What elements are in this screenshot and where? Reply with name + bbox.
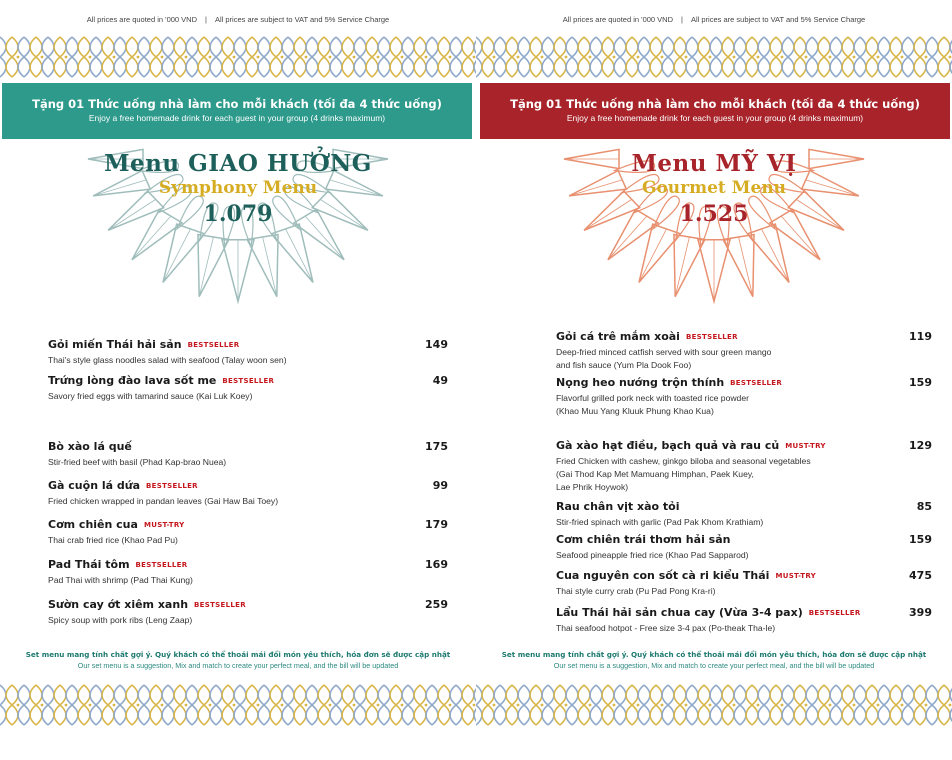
decorative-pattern-bottom [476,681,952,729]
item-price: 129 [909,439,932,452]
menu-price: 1.525 [679,201,749,227]
item-badge: BESTSELLER [187,341,240,349]
item-name: Gỏi cá trê mắm xoài [556,330,680,343]
item-description: Savory fried eggs with tamarind sauce (Kai Luk Koey) [48,391,253,401]
item-name: Rau chân vịt xào tỏi [556,500,680,513]
item-badge: BESTSELLER [135,561,188,569]
item-price: 99 [432,479,448,492]
decorative-pattern-top [476,33,952,81]
item-price: 159 [909,533,932,546]
set-menu-note [476,650,952,670]
menu-subtitle: Symphony Menu [158,178,318,198]
menu-item [556,500,932,529]
item-description: Seafood pineapple fried rice (Khao Pad Sapparod) [556,550,749,560]
item-description: Thai style curry crab (Pu Pad Pong Kra-ri) [556,586,716,596]
item-price: 259 [425,598,448,611]
item-price: 175 [425,440,448,453]
item-name: Cơm chiên cua [48,518,138,531]
item-name: Lẩu Thái hải sản chua cay (Vừa 3-4 pax) [556,606,803,619]
item-description: Thai's style glass noodles salad with seafood (Talay woon sen) [48,355,287,365]
item-badge: BESTSELLER [222,377,275,385]
item-description: Fried Chicken with cashew, ginkgo biloba and seasonal vegetables [556,456,811,466]
free-drink-banner [2,83,472,139]
item-price: 179 [425,518,448,531]
menu-title-block [476,150,952,227]
item-price: 119 [909,330,932,343]
price-note-separator: | [205,15,207,24]
menu-item [48,374,448,403]
item-price: 475 [909,569,932,582]
price-note-vat: All prices are subject to VAT and 5% Service Charge [214,15,390,24]
set-menu-note [0,650,476,670]
item-badge: BESTSELLER [730,379,783,387]
menu-price: 1.079 [203,201,273,227]
menu-title: Menu MỸ VỊ [631,150,797,177]
menu-item [48,518,448,547]
set-menu-note-vietnamese: Set menu mang tính chất gợi ý. Quý khách có thể thoải mái đổi món yêu thích, hóa đơn sẽ được cập nhật [25,650,451,659]
item-name: Sườn cay ớt xiêm xanh [48,598,189,611]
menu-item [48,440,448,469]
menu-title: Menu GIAO HƯỞNG [104,150,372,177]
price-note-vat: All prices are subject to VAT and 5% Service Charge [690,15,866,24]
menu-subtitle: Gourmet Menu [641,178,787,198]
menu-item [48,558,448,587]
decorative-pattern-bottom [0,681,476,729]
menu-item [556,330,932,372]
set-menu-note-vietnamese: Set menu mang tính chất gợi ý. Quý khách có thể thoải mái đổi món yêu thích, hóa đơn sẽ được cập nhật [501,650,927,659]
menu-item [556,439,932,494]
free-drink-banner [480,83,950,139]
item-description: Lae Phrik Hoywok) [556,482,629,492]
item-name: Bò xào lá quế [48,440,132,453]
item-price: 159 [909,376,932,389]
set-menu-note-english: Our set menu is a suggestion, Mix and match to create your perfect meal, and the bill will be updated [77,661,399,670]
item-description: (Khao Muu Yang Kluuk Phung Khao Kua) [556,406,714,416]
decorative-pattern-top [0,33,476,81]
menu-item [48,598,448,627]
item-price: 85 [916,500,932,513]
item-name: Gà cuộn lá dứa [48,479,141,492]
item-description: Deep-fried minced catfish served with sour green mango [556,347,772,357]
banner-vietnamese: Tặng 01 Thức uống nhà làm cho mỗi khách (tối đa 4 thức uống) [510,97,920,111]
item-price: 49 [432,374,448,387]
menu-page-gourmet [476,0,952,760]
item-name: Cua nguyên con sốt cà ri kiểu Thái [556,569,770,582]
item-description: Fried chicken wrapped in pandan leaves (Gai Haw Bai Toey) [48,496,279,506]
menu-title-block [0,150,476,227]
item-description: Thai crab fried rice (Khao Pad Pu) [48,535,178,545]
item-badge: BESTSELLER [194,601,246,609]
menu-item [48,338,448,367]
item-badge: BESTSELLER [685,333,738,341]
price-note-currency: All prices are quoted in '000 VND [562,15,674,24]
item-badge: MUST-TRY [775,572,817,580]
item-price: 399 [909,606,932,619]
item-description: and fish sauce (Yum Pla Dook Foo) [556,360,692,370]
price-note-currency: All prices are quoted in '000 VND [86,15,198,24]
item-badge: MUST-TRY [785,442,826,450]
item-description: (Gai Thod Kap Met Mamuang Himphan, Paek Kuey, [556,469,754,479]
item-badge: MUST-TRY [143,521,185,529]
item-description: Stir-fried beef with basil (Phad Kap-brao Nuea) [48,457,227,467]
item-description: Pad Thai with shrimp (Pad Thai Kung) [48,575,193,585]
price-note [0,15,476,24]
set-menu-note-english: Our set menu is a suggestion, Mix and match to create your perfect meal, and the bill will be updated [553,661,875,670]
item-badge: BESTSELLER [146,482,198,490]
item-name: Cơm chiên trái thơm hải sản [556,533,731,546]
item-name: Gỏi miến Thái hải sản [48,338,182,351]
menu-item [556,569,932,598]
banner-english: Enjoy a free homemade drink for each guest in your group (4 drinks maximum) [88,113,386,123]
item-name: Gà xào hạt điều, bạch quả và rau củ [556,439,780,452]
item-name: Trứng lòng đào lava sốt me [48,374,217,387]
item-badge: BESTSELLER [808,609,861,617]
price-note [476,15,952,24]
item-name: Pad Thái tôm [48,558,130,571]
item-description: Thai seafood hotpot - Free size 3-4 pax (Po-theak Tha-le) [556,623,776,633]
menu-item [556,376,932,418]
item-description: Flavorful grilled pork neck with toasted rice powder [556,393,749,403]
item-price: 149 [425,338,448,351]
item-description: Spicy soup with pork ribs (Leng Zaap) [48,615,193,625]
item-price: 169 [425,558,448,571]
menu-item [556,606,932,635]
menu-item [556,533,932,562]
menu-item [48,479,448,508]
banner-english: Enjoy a free homemade drink for each guest in your group (4 drinks maximum) [566,113,864,123]
item-name: Nọng heo nướng trộn thính [556,376,725,389]
price-note-separator: | [681,15,683,24]
item-description: Stir-fried spinach with garlic (Pad Pak Khom Krathiam) [556,517,764,527]
banner-vietnamese: Tặng 01 Thức uống nhà làm cho mỗi khách (tối đa 4 thức uống) [32,97,442,111]
